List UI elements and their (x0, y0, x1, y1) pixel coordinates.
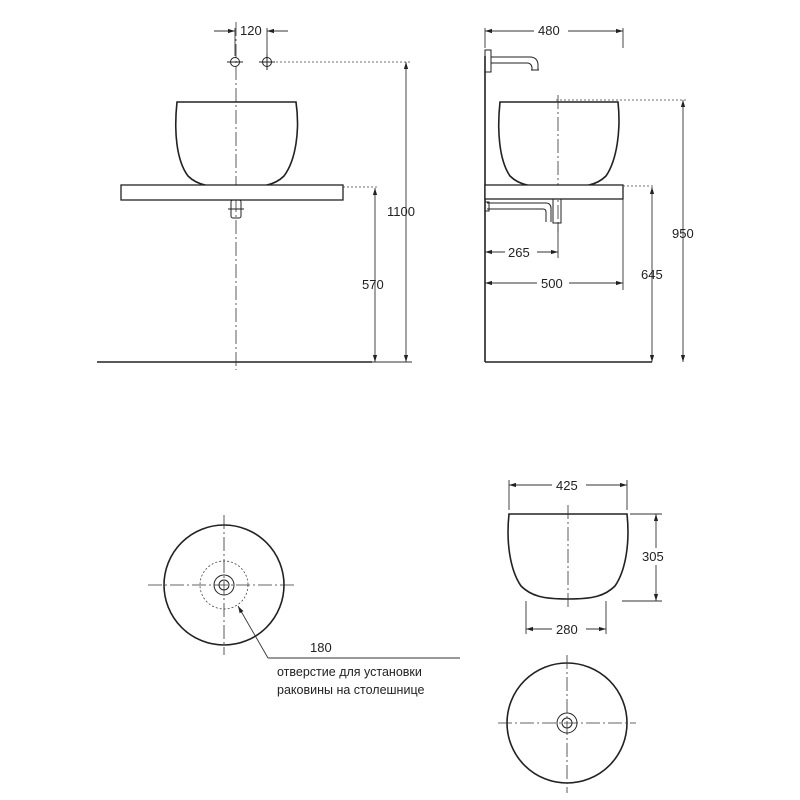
dim-label-overall-height: 1100 (387, 204, 415, 219)
dim-side-counter-height (641, 187, 663, 362)
side-view (485, 21, 694, 362)
dim-label-basin-base-width: 280 (556, 622, 578, 637)
dim-label-side-counter-height: 645 (641, 267, 663, 282)
side-faucet (485, 50, 539, 72)
note-line-2: раковины на столешнице (277, 683, 425, 697)
front-countertop (121, 185, 343, 200)
side-basin-outline (499, 102, 619, 187)
note-line-1: отверстие для установки (277, 665, 422, 679)
dim-hole-diameter (238, 606, 460, 658)
dim-counter-height (362, 188, 384, 362)
dim-label-side-depth: 480 (538, 23, 560, 38)
dim-side-depth (485, 21, 623, 48)
top-view (148, 515, 460, 697)
basin-plan (498, 655, 636, 793)
dim-label-basin-width: 425 (556, 478, 578, 493)
basin-elevation (508, 477, 674, 637)
dim-label-drain-offset: 265 (508, 245, 530, 260)
dim-label-side-height: 950 (672, 226, 694, 241)
side-countertop (485, 185, 623, 199)
dim-basin-base-width (526, 601, 606, 637)
front-view (97, 22, 415, 370)
side-drain-pipe (485, 199, 561, 223)
front-basin-outline (176, 102, 298, 187)
dim-drain-offset (485, 222, 558, 260)
dim-tap-spacing (214, 23, 288, 56)
front-tap-holes (227, 54, 275, 70)
dim-label-tap-spacing: 120 (240, 23, 262, 38)
dim-overall-height (372, 62, 415, 362)
dim-label-hole-diameter: 180 (310, 640, 332, 655)
dim-side-height (672, 100, 694, 362)
dim-label-counter-depth: 500 (541, 276, 563, 291)
dim-label-counter-height: 570 (362, 277, 384, 292)
dim-label-basin-height: 305 (642, 549, 664, 564)
dim-basin-height (622, 514, 674, 601)
